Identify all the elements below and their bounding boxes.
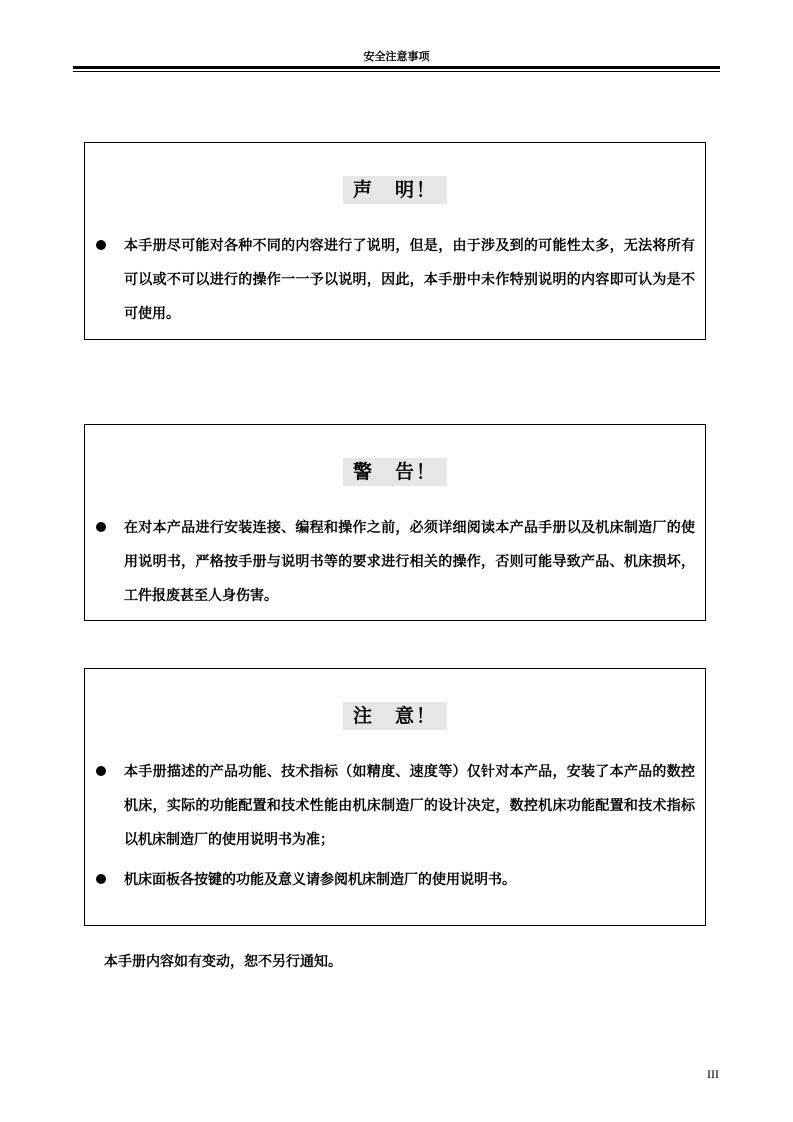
warning-box bbox=[84, 424, 706, 621]
notice-heading bbox=[85, 702, 705, 730]
header-rule-thin bbox=[73, 71, 720, 72]
notice-title: 注 意！ bbox=[343, 702, 447, 730]
warning-item bbox=[85, 511, 705, 613]
notice-item bbox=[85, 863, 705, 897]
page-number: III bbox=[707, 1067, 719, 1081]
header-rule-thick bbox=[73, 66, 720, 69]
notice-item-text: 机床面板各按键的功能及意义请参阅机床制造厂的使用说明书。 bbox=[124, 872, 516, 888]
bullet-icon bbox=[96, 522, 106, 532]
notice-item-text: 本手册描述的产品功能、技术指标（如精度、速度等）仅针对本产品，安装了本产品的数控机床，实际的功能配置和技术性能由机床制造厂的设计决定，数控机床功能配置和技术指标以机床制造厂的使用说明书为准； bbox=[124, 764, 695, 848]
bullet-icon bbox=[96, 874, 106, 884]
declaration-list bbox=[85, 229, 705, 331]
bullet-icon bbox=[96, 240, 106, 250]
declaration-item bbox=[85, 229, 705, 331]
warning-item-text: 在对本产品进行安装连接、编程和操作之前，必须详细阅读本产品手册以及机床制造厂的使用说明书，严格按手册与说明书等的要求进行相关的操作，否则可能导致产品、机床损坏，工件报废甚至人身伤害。 bbox=[124, 520, 695, 604]
declaration-item-text: 本手册尽可能对各种不同的内容进行了说明，但是，由于涉及到的可能性太多，无法将所有可以或不可以进行的操作一一予以说明，因此，本手册中未作特别说明的内容即可认为是不可使用。 bbox=[124, 238, 695, 322]
declaration-title: 声 明！ bbox=[343, 176, 447, 204]
notice-list bbox=[85, 755, 705, 897]
bullet-icon bbox=[96, 766, 106, 776]
change-notice-text: 本手册内容如有变动，恕不另行通知。 bbox=[104, 954, 342, 970]
notice-box bbox=[84, 668, 706, 926]
warning-list bbox=[85, 511, 705, 613]
running-header-title: 安全注意事项 bbox=[363, 50, 430, 63]
declaration-heading bbox=[85, 176, 705, 204]
warning-title: 警 告！ bbox=[343, 458, 447, 486]
warning-heading bbox=[85, 458, 705, 486]
notice-item bbox=[85, 755, 705, 857]
declaration-box bbox=[84, 142, 706, 340]
